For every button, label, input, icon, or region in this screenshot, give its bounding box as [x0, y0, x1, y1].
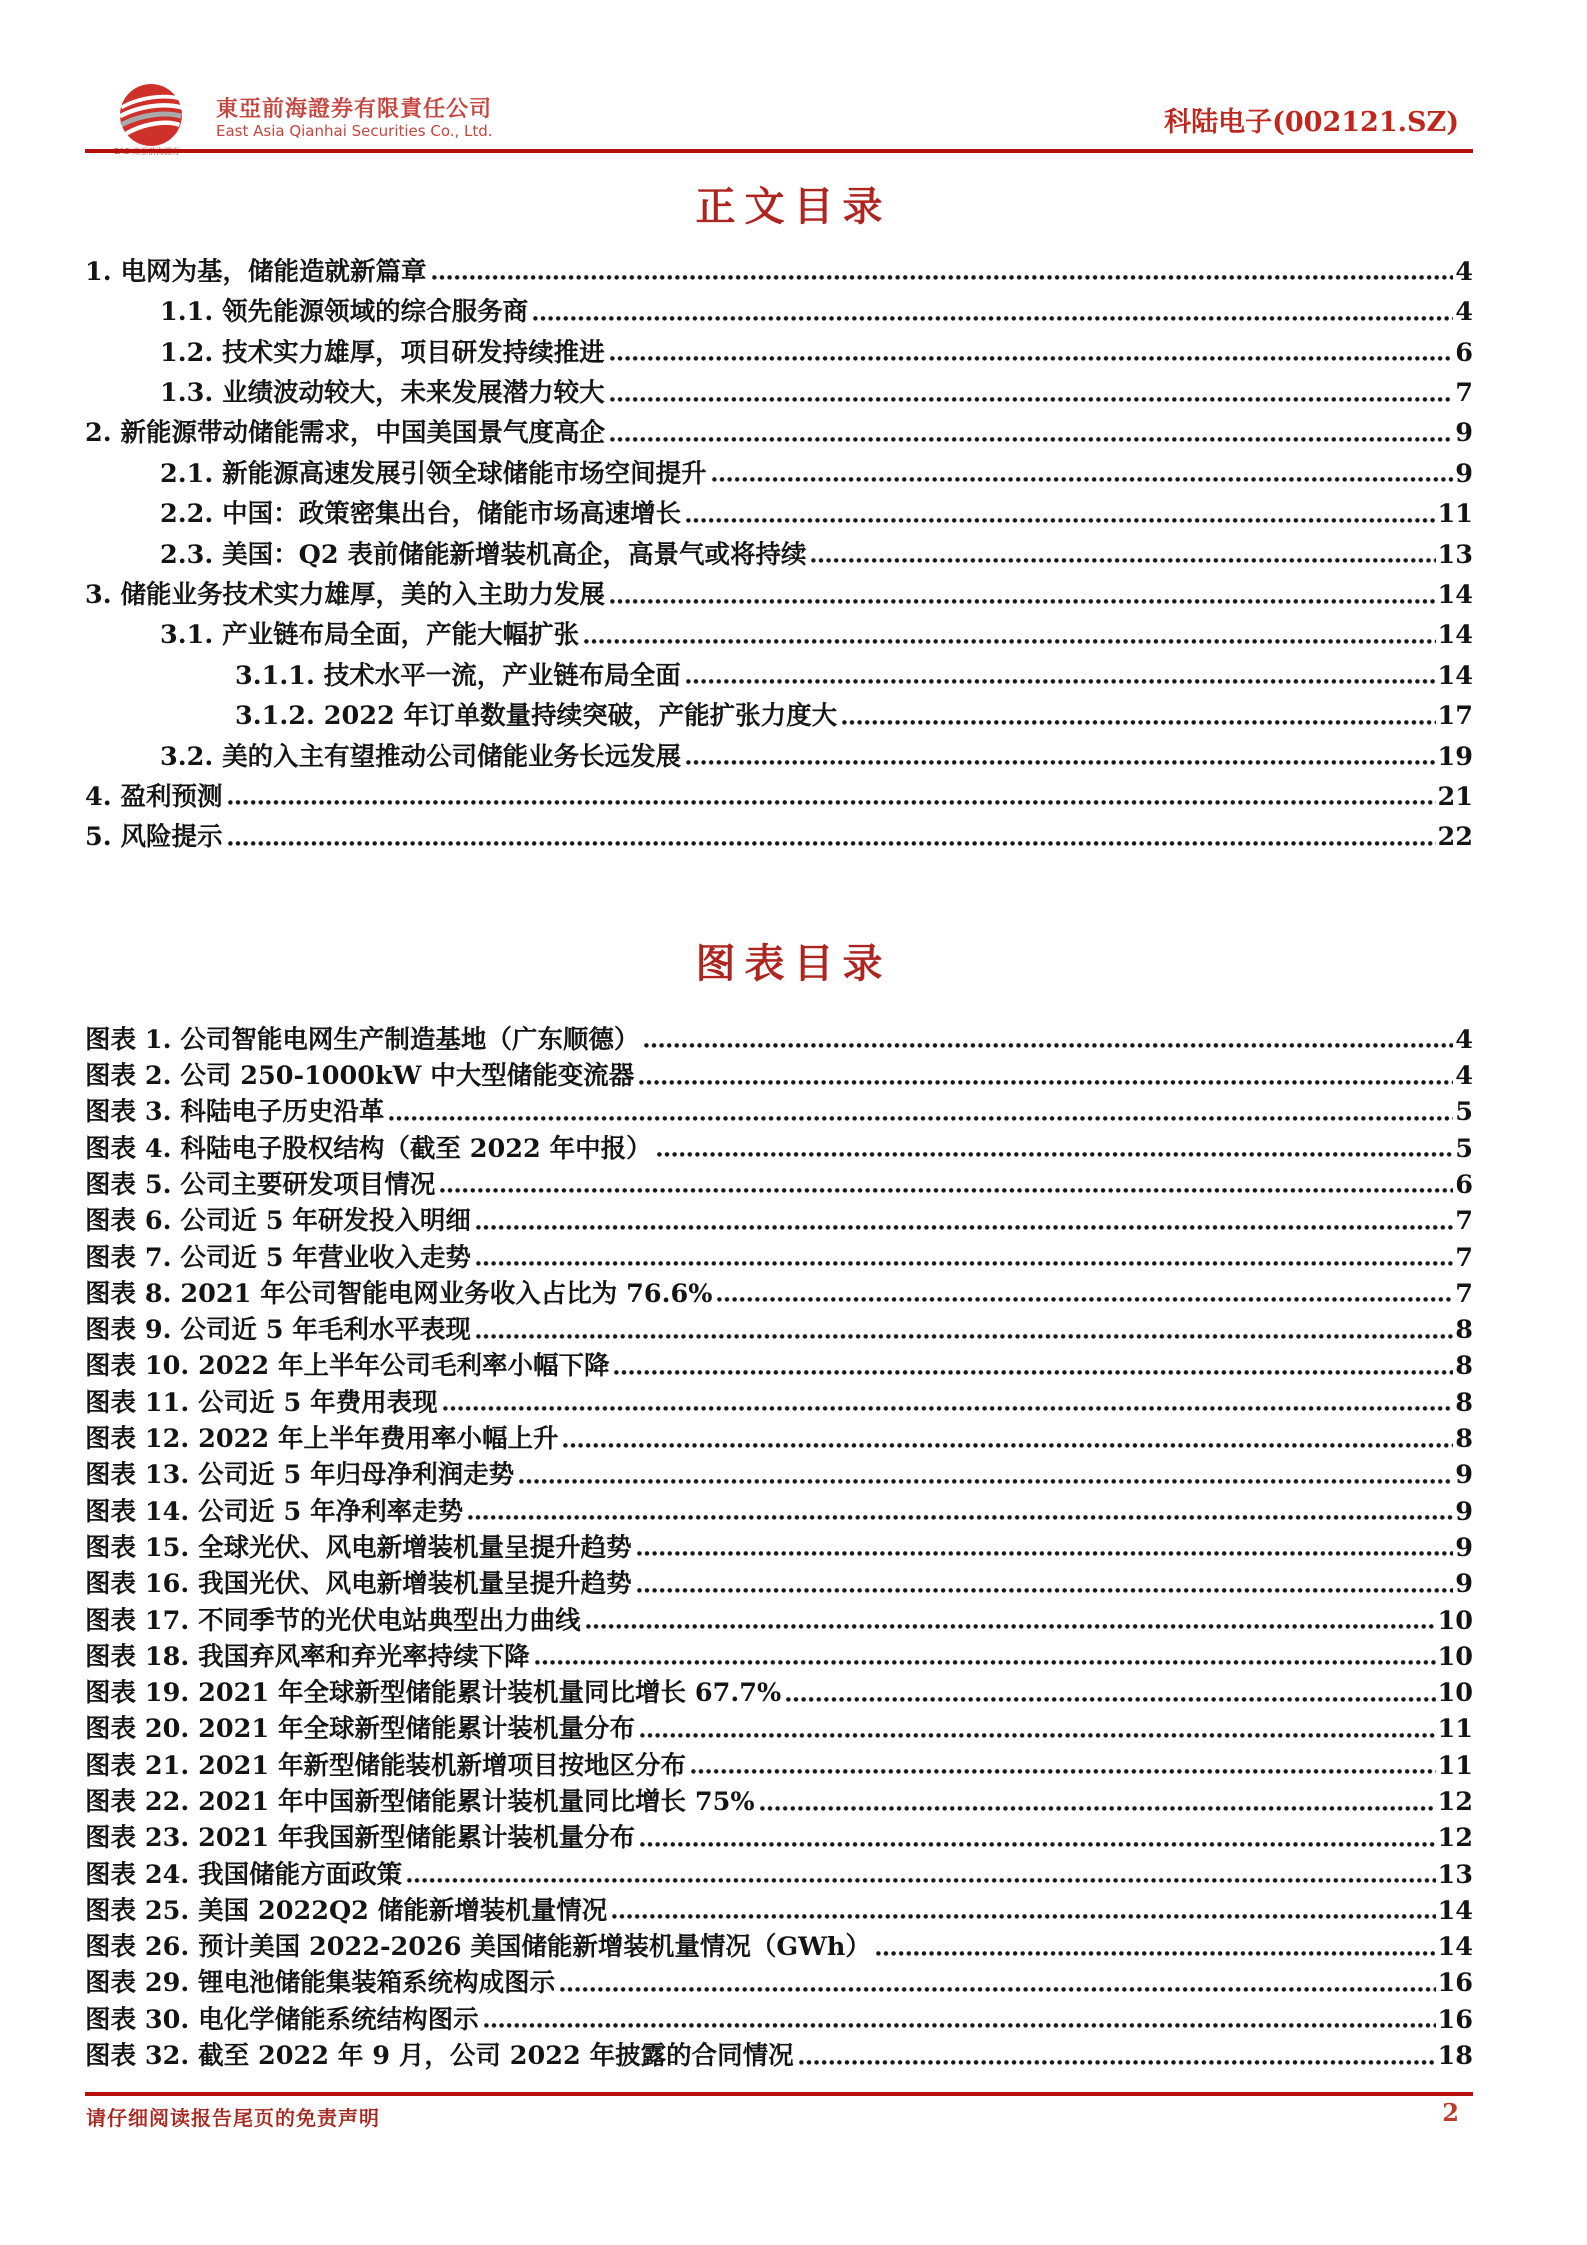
- figure-entry[interactable]: [85, 1708, 1473, 1744]
- figures-section-title: 图表目录: [695, 940, 892, 987]
- toc-entry-label: 3. 储能业务技术实力雄厚，美的入主助力发展: [85, 579, 605, 610]
- figure-entry-label: 图表 3. 科陆电子历史沿革: [85, 1097, 385, 1128]
- figure-entry[interactable]: [85, 1671, 1473, 1707]
- toc-entry[interactable]: [85, 610, 1473, 650]
- figure-entry[interactable]: [85, 1381, 1473, 1417]
- dot-leader: [610, 356, 1454, 361]
- figure-entry-page: 11: [1437, 1750, 1473, 1781]
- figure-entry-page: 8: [1455, 1351, 1473, 1382]
- toc-entry-label: 2.2. 中国：政策密集出台，储能市场高速增长: [160, 499, 682, 530]
- dot-leader: [468, 1515, 1453, 1520]
- toc-entry-page: 9: [1455, 458, 1473, 489]
- toc-entry-label: 3.1.1. 技术水平一流，产业链布局全面: [235, 660, 681, 691]
- dot-leader: [407, 1878, 1435, 1883]
- figure-entry-page: 10: [1437, 1605, 1473, 1636]
- toc-entry[interactable]: [85, 529, 1473, 569]
- toc-entry-page: 14: [1437, 660, 1473, 691]
- toc-entry[interactable]: [85, 408, 1473, 448]
- figure-entry[interactable]: [85, 1345, 1473, 1381]
- toc-entry[interactable]: [85, 811, 1473, 851]
- figure-entry-label: 图表 25. 美国 2022Q2 储能新增装机量情况: [85, 1895, 608, 1926]
- figure-entry-page: 7: [1455, 1242, 1473, 1273]
- figure-entry[interactable]: [85, 1744, 1473, 1780]
- figure-entry-label: 图表 19. 2021 年全球新型储能累计装机量同比增长 67.7%: [85, 1678, 782, 1709]
- figure-entry[interactable]: [85, 1599, 1473, 1635]
- figure-entry-page: 10: [1437, 1641, 1473, 1672]
- toc-entry[interactable]: [85, 731, 1473, 771]
- figure-entry-page: 7: [1455, 1206, 1473, 1237]
- figure-entry-label: 图表 6. 公司近 5 年研发投入明细: [85, 1206, 471, 1237]
- figure-entry-page: 7: [1455, 1278, 1473, 1309]
- figure-entry[interactable]: [85, 1998, 1473, 2034]
- toc-entry-page: 14: [1437, 579, 1473, 610]
- dot-leader: [228, 841, 1436, 846]
- dot-leader: [657, 1152, 1454, 1157]
- dot-leader: [639, 1080, 1453, 1085]
- figure-entry[interactable]: [85, 1091, 1473, 1127]
- toc-entry-label: 5. 风险提示: [85, 822, 223, 853]
- dot-leader: [686, 518, 1435, 523]
- figure-entry[interactable]: [85, 2034, 1473, 2070]
- figure-entry-label: 图表 26. 预计美国 2022-2026 美国储能新增装机量情况（GWh）: [85, 1932, 871, 1963]
- toc-entry-label: 2.1. 新能源高速发展引领全球储能市场空间提升: [160, 458, 707, 489]
- dot-leader: [637, 1588, 1454, 1593]
- dot-leader: [584, 639, 1435, 644]
- dot-leader: [614, 1370, 1453, 1375]
- figure-entry-label: 图表 10. 2022 年上半年公司毛利率小幅下降: [85, 1351, 610, 1382]
- figure-entry[interactable]: [85, 1272, 1473, 1308]
- figure-entry-label: 图表 13. 公司近 5 年归母净利润走势: [85, 1460, 515, 1491]
- dot-leader: [484, 2023, 1436, 2028]
- company-name-zh: 東亞前海證券有限責任公司: [216, 97, 493, 122]
- figure-entry-label: 图表 21. 2021 年新型储能装机新增项目按地区分布: [85, 1750, 686, 1781]
- footer-divider: [85, 2092, 1473, 2096]
- figure-entry[interactable]: [85, 1817, 1473, 1853]
- dot-leader: [644, 1043, 1453, 1048]
- dot-leader: [786, 1697, 1435, 1702]
- dot-leader: [476, 1261, 1453, 1266]
- figure-entry[interactable]: [85, 1490, 1473, 1526]
- dot-leader: [612, 1914, 1435, 1919]
- figure-entry-label: 图表 1. 公司智能电网生产制造基地（广东顺德）: [85, 1024, 640, 1055]
- footer-disclaimer: 请仔细阅读报告尾页的免责声明: [86, 2106, 380, 2130]
- figure-entry-page: 9: [1455, 1460, 1473, 1491]
- figure-entry-label: 图表 11. 公司近 5 年费用表现: [85, 1387, 438, 1418]
- dot-leader: [563, 1443, 1453, 1448]
- figure-entry-label: 图表 20. 2021 年全球新型储能累计装机量分布: [85, 1714, 635, 1745]
- toc-entry-page: 21: [1437, 781, 1473, 812]
- figure-entry-label: 图表 8. 2021 年公司智能电网业务收入占比为 76.6%: [85, 1278, 713, 1309]
- figure-entry-label: 图表 2. 公司 250-1000kW 中大型储能变流器: [85, 1061, 635, 1092]
- dot-leader: [876, 1951, 1436, 1956]
- toc-entry-page: 4: [1455, 256, 1473, 287]
- toc-entry-page: 14: [1437, 620, 1473, 651]
- figure-entry[interactable]: [85, 1562, 1473, 1598]
- dot-leader: [640, 1842, 1436, 1847]
- toc-entry[interactable]: [85, 327, 1473, 367]
- toc-entry-label: 4. 盈利预测: [85, 781, 223, 812]
- figure-entry-label: 图表 12. 2022 年上半年费用率小幅上升: [85, 1424, 559, 1455]
- figure-entry[interactable]: [85, 1925, 1473, 1961]
- toc-entry-label: 1.1. 领先能源领域的综合服务商: [160, 297, 529, 328]
- dot-leader: [535, 1660, 1436, 1665]
- dot-leader: [560, 1987, 1435, 1992]
- figure-entry-page: 8: [1455, 1387, 1473, 1418]
- dot-leader: [440, 1188, 1453, 1193]
- figure-entry-label: 图表 15. 全球光伏、风电新增装机量呈提升趋势: [85, 1532, 632, 1563]
- figure-entry-label: 图表 14. 公司近 5 年净利率走势: [85, 1496, 464, 1527]
- dot-leader: [533, 316, 1453, 321]
- figure-entry-page: 16: [1437, 2004, 1473, 2035]
- figure-entry[interactable]: [85, 1163, 1473, 1199]
- toc-entry-label: 2. 新能源带动储能需求，中国美国景气度高企: [85, 418, 605, 449]
- dot-leader: [712, 477, 1454, 482]
- figure-entry-page: 9: [1455, 1496, 1473, 1527]
- dot-leader: [228, 800, 1436, 805]
- figure-entry-page: 13: [1437, 1859, 1473, 1890]
- figure-entry-page: 4: [1455, 1061, 1473, 1092]
- toc-entry-label: 3.2. 美的入主有望推动公司储能业务长远发展: [160, 741, 682, 772]
- toc-entry-label: 2.3. 美国：Q2 表前储能新增装机高企，高景气或将持续: [160, 539, 807, 570]
- figure-entry-page: 14: [1437, 1932, 1473, 1963]
- toc-entry-page: 9: [1455, 418, 1473, 449]
- dot-leader: [686, 760, 1435, 765]
- footer-page-number: 2: [1442, 2098, 1459, 2127]
- figure-entry[interactable]: [85, 1199, 1473, 1235]
- figure-entry-label: 图表 16. 我国光伏、风电新增装机量呈提升趋势: [85, 1569, 632, 1600]
- figure-entry[interactable]: [85, 1635, 1473, 1671]
- dot-leader: [637, 1551, 1454, 1556]
- figure-entry-page: 9: [1455, 1569, 1473, 1600]
- toc-entry-page: 17: [1437, 701, 1473, 732]
- toc-entry-label: 1. 电网为基，储能造就新篇章: [85, 256, 427, 287]
- toc-entry-page: 13: [1437, 539, 1473, 570]
- figure-entry[interactable]: [85, 1889, 1473, 1925]
- figure-entry-page: 10: [1437, 1678, 1473, 1709]
- toc-entry-page: 7: [1455, 378, 1473, 409]
- dot-leader: [610, 437, 1453, 442]
- toc-entry[interactable]: [85, 771, 1473, 811]
- dot-leader: [432, 275, 1454, 280]
- figure-entry-label: 图表 7. 公司近 5 年营业收入走势: [85, 1242, 471, 1273]
- dot-leader: [476, 1225, 1453, 1230]
- toc-entry[interactable]: [85, 367, 1473, 407]
- toc-section-title: 正文目录: [695, 183, 892, 230]
- toc-entry[interactable]: [85, 488, 1473, 528]
- dot-leader: [686, 679, 1436, 684]
- dot-leader: [476, 1334, 1453, 1339]
- figure-entry-page: 4: [1455, 1024, 1473, 1055]
- dot-leader: [717, 1297, 1453, 1302]
- company-name-en: East Asia Qianhai Securities Co., Ltd.: [216, 122, 493, 140]
- figure-entry[interactable]: [85, 1780, 1473, 1816]
- figure-entry-label: 图表 29. 锂电池储能集装箱系统构成图示: [85, 1968, 556, 1999]
- toc-entry[interactable]: [85, 246, 1473, 286]
- figure-entry[interactable]: [85, 1454, 1473, 1490]
- figure-entry-label: 图表 17. 不同季节的光伏电站典型出力曲线: [85, 1605, 581, 1636]
- toc-entry-page: 22: [1437, 822, 1473, 853]
- figure-entry-page: 18: [1437, 2041, 1473, 2072]
- figure-entry[interactable]: [85, 1853, 1473, 1889]
- figure-entry-label: 图表 30. 电化学储能系统结构图示: [85, 2004, 479, 2035]
- toc-entry-label: 3.1. 产业链布局全面，产能大幅扩张: [160, 620, 580, 651]
- figure-entry[interactable]: [85, 1018, 1473, 1054]
- stock-ticker-label: 科陆电子(002121.SZ): [1164, 107, 1459, 138]
- figure-entry-page: 8: [1455, 1424, 1473, 1455]
- toc-entry[interactable]: [85, 650, 1473, 690]
- toc-entry[interactable]: [85, 286, 1473, 326]
- dot-leader: [811, 558, 1435, 563]
- header-divider: [85, 149, 1473, 153]
- dot-leader: [640, 1733, 1436, 1738]
- dot-leader: [519, 1479, 1453, 1484]
- toc-entry-page: 6: [1455, 337, 1473, 368]
- dot-leader: [691, 1769, 1436, 1774]
- dot-leader: [799, 2060, 1436, 2065]
- figure-entry[interactable]: [85, 1236, 1473, 1272]
- dot-leader: [443, 1406, 1454, 1411]
- toc-entry-label: 1.2. 技术实力雄厚，项目研发持续推进: [160, 337, 605, 368]
- toc-entry-page: 19: [1437, 741, 1473, 772]
- figure-entry-page: 12: [1437, 1823, 1473, 1854]
- figure-entry[interactable]: [85, 1417, 1473, 1453]
- dot-leader: [389, 1116, 1453, 1121]
- figure-entry[interactable]: [85, 1962, 1473, 1998]
- figure-entry[interactable]: [85, 1127, 1473, 1163]
- figure-entry-page: 8: [1455, 1315, 1473, 1346]
- toc-entry[interactable]: [85, 690, 1473, 730]
- figure-entry-label: 图表 18. 我国弃风率和弃光率持续下降: [85, 1641, 530, 1672]
- figure-entry-label: 图表 24. 我国储能方面政策: [85, 1859, 403, 1890]
- dot-leader: [842, 720, 1435, 725]
- dot-leader: [760, 1806, 1436, 1811]
- figure-entry-page: 16: [1437, 1968, 1473, 1999]
- figure-entry-label: 图表 32. 截至 2022 年 9 月，公司 2022 年披露的合同情况: [85, 2041, 794, 2072]
- company-logo-icon: [120, 84, 182, 146]
- figure-entry[interactable]: [85, 1054, 1473, 1090]
- figure-entry-label: 图表 23. 2021 年我国新型储能累计装机量分布: [85, 1823, 635, 1854]
- figure-entry[interactable]: [85, 1526, 1473, 1562]
- dot-leader: [610, 397, 1454, 402]
- toc-entry-label: 1.3. 业绩波动较大，未来发展潜力较大: [160, 378, 605, 409]
- figure-entry-page: 9: [1455, 1532, 1473, 1563]
- figure-entry-page: 5: [1455, 1097, 1473, 1128]
- figure-entry-page: 11: [1437, 1714, 1473, 1745]
- toc-entry-page: 4: [1455, 297, 1473, 328]
- figure-entry-label: 图表 22. 2021 年中国新型储能累计装机量同比增长 75%: [85, 1786, 755, 1817]
- figure-entry-label: 图表 4. 科陆电子股权结构（截至 2022 年中报）: [85, 1133, 652, 1164]
- dot-leader: [610, 599, 1436, 604]
- toc-entry[interactable]: [85, 448, 1473, 488]
- figure-entry[interactable]: [85, 1308, 1473, 1344]
- toc-entry[interactable]: [85, 569, 1473, 609]
- toc-entry-page: 11: [1437, 499, 1473, 530]
- figure-entry-page: 14: [1437, 1895, 1473, 1926]
- figure-list: [85, 1018, 1473, 2071]
- figure-entry-page: 5: [1455, 1133, 1473, 1164]
- figure-entry-label: 图表 9. 公司近 5 年毛利水平表现: [85, 1315, 471, 1346]
- dot-leader: [586, 1624, 1436, 1629]
- toc-entry-label: 3.1.2. 2022 年订单数量持续突破，产能扩张力度大: [235, 701, 838, 732]
- toc-list: [85, 246, 1473, 852]
- figure-entry-page: 6: [1455, 1169, 1473, 1200]
- figure-entry-page: 12: [1437, 1786, 1473, 1817]
- figure-entry-label: 图表 5. 公司主要研发项目情况: [85, 1169, 436, 1200]
